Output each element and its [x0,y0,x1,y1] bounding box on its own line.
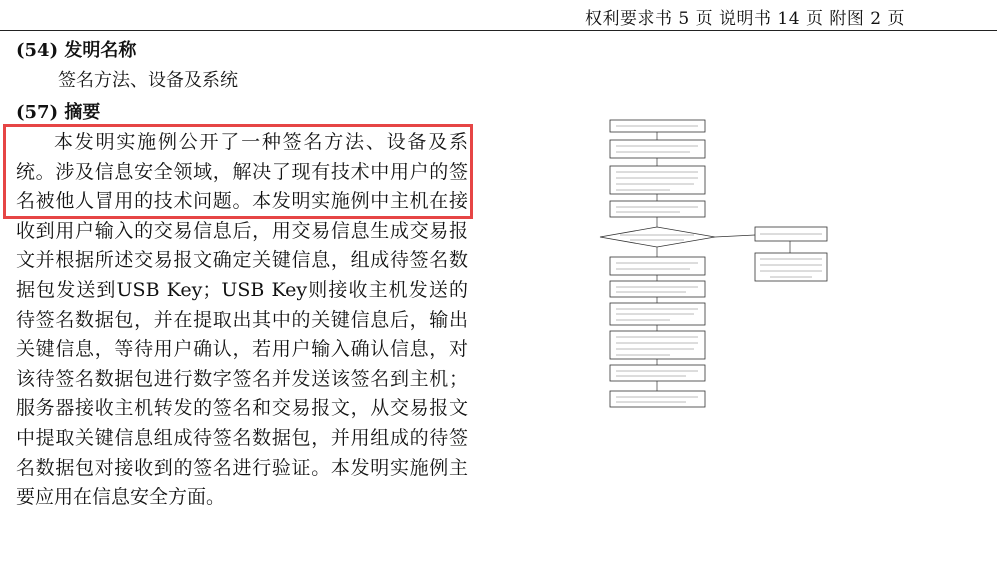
section-54-label: (54) 发明名称 [16,40,137,61]
invention-title: 签名方法、设备及系统 [58,70,238,91]
header-pages-info: 权利要求书 5 页 说明书 14 页 附图 2 页 [585,9,905,29]
flow-step-102 [610,140,705,158]
section-57-label: (57) 摘要 [16,102,101,123]
flow-step-107 [610,257,705,275]
flowchart-figure [590,115,850,435]
flow-step-112 [610,391,705,407]
abstract-body [16,128,468,513]
flow-step-111 [610,365,705,381]
flow-step-108 [610,281,705,297]
abstract-text: 本发明实施例公开了一种签名方法、设备及系统。涉及信息安全领域，解决了现有技术中用户的签名被他人冒用的技术问题。本发明实施例中主机在接收到用户输入的交易信息后，用交易信息生成交易报文并根据所述交易报文确定关键信息，组成待签名数据包发送到USB Key；USB Key则接收主机发送的待签名数据包，并在提取出其中的关键信息后，输出关键信息，等待用户确认，若用户输入确认信息，对该待签名数据包进行数字签名并发送该签名到主机；服务器接收主机转发的签名和交易报文，从交易报文中提取关键信息组成待签名数据包，并用组成的待签名数据包对接收到的签名进行验证。本发明实施例主要应用在信息安全方面。 [16,131,468,509]
flow-decision-105 [600,227,715,247]
flow-step-104 [610,201,705,217]
header-divider [0,30,997,31]
